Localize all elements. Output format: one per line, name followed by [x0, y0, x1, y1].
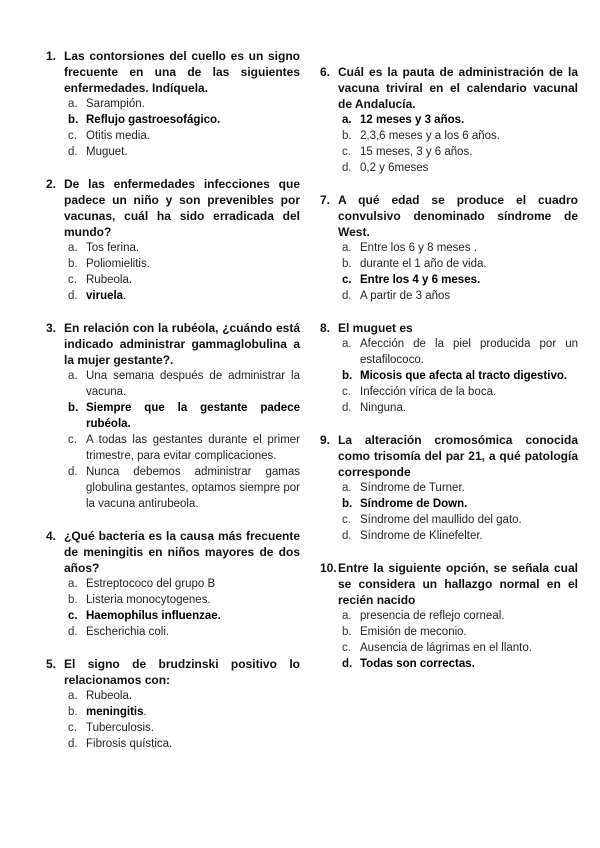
question-1 [46, 48, 300, 160]
option-b-correct: b. Micosis que afecta al tracto digestivo. [342, 370, 568, 382]
right-column [320, 64, 578, 688]
question-10 [320, 560, 578, 672]
question-5 [46, 656, 300, 752]
question-text: De las enfermedades infecciones que padece un niño y son prevenibles por vacunas, cuál ha sido erradicada del mundo? [64, 177, 300, 239]
question-number: 8. [320, 321, 331, 335]
option-c: c. Tuberculosis. [68, 722, 154, 734]
question-4 [46, 528, 300, 640]
option-c: c. 15 meses, 3 y 6 años. [342, 146, 473, 158]
question-text: La alteración cromosómica conocida como trisomía del par 21, a qué patología corresponde [338, 433, 578, 479]
question-number: 9. [320, 433, 331, 447]
option-b: b. Emisión de meconio. [342, 626, 467, 638]
question-number: 10. [320, 561, 337, 575]
option-b-correct: b. meningitis. [68, 706, 147, 718]
option-b: b. Poliomielitis. [68, 258, 150, 270]
option-a: a. Afección de la piel producida por un estafilococo. [342, 338, 578, 366]
option-a: a. Una semana después de administrar la vacuna. [68, 370, 300, 398]
question-number: 5. [46, 657, 57, 671]
option-d: d. Muguet. [68, 146, 128, 158]
option-b-correct: b. Síndrome de Down. [342, 498, 468, 510]
question-text: Cuál es la pauta de administración de la vacuna triviral en el calendario vacunal de Andalucía. [338, 65, 578, 111]
question-3 [46, 320, 300, 512]
option-d: d. Síndrome de Klinefelter. [342, 530, 483, 542]
option-a-correct: a. 12 meses y 3 años. [342, 114, 465, 126]
option-d-correct: d. viruela. [68, 290, 127, 302]
question-6 [320, 64, 578, 176]
option-a: a. Rubeola. [68, 690, 133, 702]
question-number: 3. [46, 321, 57, 335]
option-c: c. Síndrome del maullido del gato. [342, 514, 522, 526]
option-d: d. A partir de 3 años [342, 290, 451, 302]
left-column [46, 48, 300, 768]
option-d: d. Ninguna. [342, 402, 407, 414]
option-c: c. Infección vírica de la boca. [342, 386, 497, 398]
option-b-correct: b. Reflujo gastroesofágico. [68, 114, 221, 126]
question-text: Las contorsiones del cuello es un signo frecuente en una de las siguientes enfermedades. Indíquela. [64, 49, 300, 95]
option-d-correct: d. Todas son correctas. [342, 658, 475, 670]
option-d: d. Escherichia coli. [68, 626, 170, 638]
question-text: A qué edad se produce el cuadro convulsivo denominado síndrome de West. [338, 193, 578, 239]
question-number: 2. [46, 177, 57, 191]
option-c-correct: c. Haemophilus influenzae. [68, 610, 221, 622]
question-text: El signo de brudzinski positivo lo relacionamos con: [64, 657, 300, 687]
question-9 [320, 432, 578, 544]
option-c: c. Ausencia de lágrimas en el llanto. [342, 642, 532, 654]
option-c: c. Otitis media. [68, 130, 150, 142]
option-a: a. Síndrome de Turner. [342, 482, 465, 494]
question-number: 6. [320, 65, 331, 79]
question-number: 1. [46, 49, 57, 63]
option-d: d. Nunca debemos administrar gamas globulina gestantes, optamos siempre por la vacuna antirubeola. [68, 466, 300, 510]
option-a: a. Tos ferina. [68, 242, 140, 254]
option-d: d. 0,2 y 6meses [342, 162, 429, 174]
question-7 [320, 192, 578, 304]
option-a: a. Entre los 6 y 8 meses . [342, 242, 477, 254]
option-a: a. presencia de reflejo corneal. [342, 610, 505, 622]
option-b: b. 2,3,6 meses y a los 6 años. [342, 130, 500, 142]
question-text: El muguet es [338, 321, 413, 335]
question-2 [46, 176, 300, 304]
option-c: c. A todas las gestantes durante el primer trimestre, para evitar complicaciones. [68, 434, 300, 462]
question-number: 4. [46, 529, 57, 543]
option-b: b. Listeria monocytogenes. [68, 594, 211, 606]
option-b-correct: b. Siempre que la gestante padece rubéola. [68, 402, 300, 430]
question-text: En relación con la rubéola, ¿cuándo está indicado administrar gammaglobulina a la mujer gestante?. [64, 321, 300, 367]
option-a: a. Estreptococo del grupo B [68, 578, 216, 590]
question-8 [320, 320, 578, 416]
option-a: a. Sarampión. [68, 98, 145, 110]
option-c: c. Rubeola. [68, 274, 133, 286]
option-d: d. Fibrosis quística. [68, 738, 173, 750]
option-c-correct: c. Entre los 4 y 6 meses. [342, 274, 481, 286]
question-number: 7. [320, 193, 331, 207]
option-b: b. durante el 1 año de vida. [342, 258, 487, 270]
question-text: ¿Qué bacteria es la causa más frecuente de meningitis en niños mayores de dos años? [64, 529, 300, 575]
question-text: Entre la siguiente opción, se señala cual se considera un hallazgo normal en el recién nacido [338, 561, 578, 607]
